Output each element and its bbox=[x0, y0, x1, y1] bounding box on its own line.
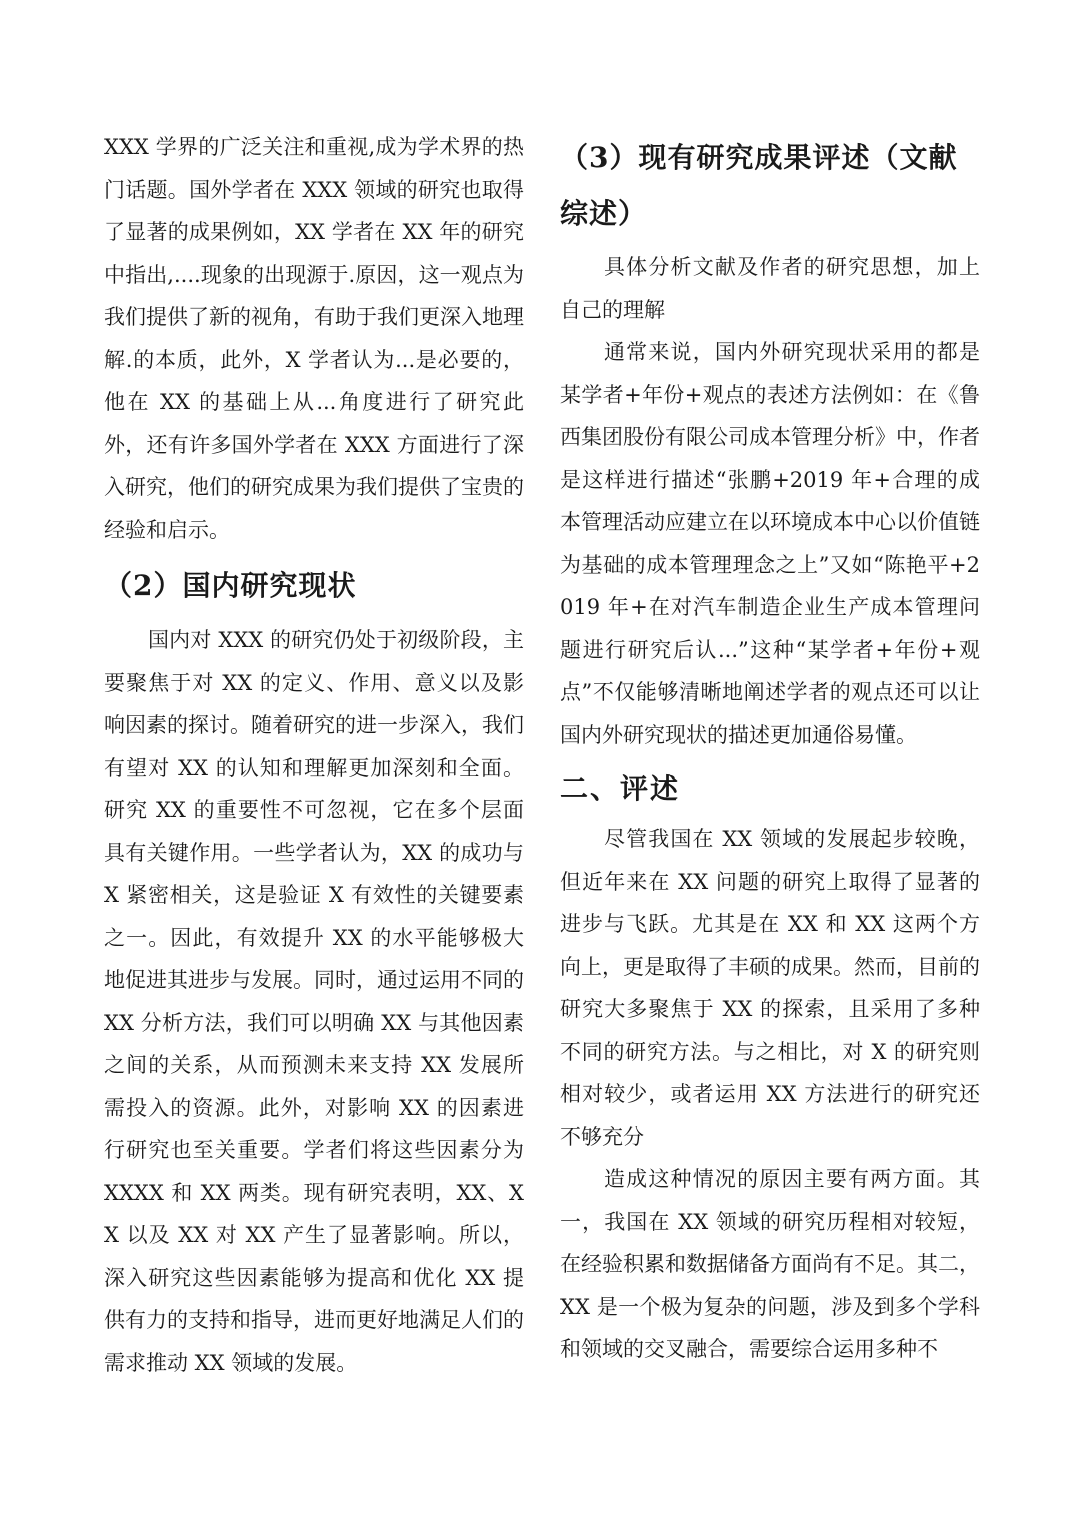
review-paragraph-2: 造成这种情况的原因主要有两方面。其一，我国在 XX 领域的研究历程相对较短，在经验积累和数据储备方面尚有不足。其二，XX 是一个极为复杂的问题，涉及到多个学科和领域的交叉融合，需要综合运用多种不 bbox=[560, 1167, 980, 1361]
method-paragraph: 通常来说，国内外研究现状采用的都是某学者+年份+观点的表述方法例如：在《鲁西集团股份有限公司成本管理分析》中，作者是这样进行描述“张鹏+2019 年+合理的成本管理活动应建立在以环境成本中心以价值链为基础的成本管理理念之上”又如“陈艳平+2019 年+在对汽车制造企业生产成本管理问题进行研究后认...”这种“某学者+年份+观点”不仅能够清晰地阐述学者的观点还可以让国内外研究现状的描述更加通俗易懂。 bbox=[560, 340, 980, 747]
right-column bbox=[560, 130, 980, 1371]
review-paragraph-1: 尽管我国在 XX 领域的发展起步较晚，但近年来在 XX 问题的研究上取得了显著的进步与飞跃。尤其是在 XX 和 XX 这两个方向上，更是取得了丰硕的成果。然而，目前的研究大多聚焦于 XX 的探索，且采用了多种不同的研究方法。与之相比，对 X 的研究则相对较少，或者运用 XX 方法进行的研究还不够充分 bbox=[560, 827, 980, 1149]
intro-paragraph: XXX 学界的广泛关注和重视,成为学术界的热门话题。国外学者在 XXX 领域的研究也取得了显著的成果例如，XX 学者在 XX 年的研究中指出,....现象的出现源于.原因，这一观点为我们提供了新的视角，有助于我们更深入地理解.的本质，此外，X 学者认为...是必要的，他在 XX 的基础上从...角度进行了研究此外，还有许多国外学者在 XXX 方面进行了深入研究，他们的研究成果为我们提供了宝贵的经验和启示。 bbox=[104, 135, 524, 542]
heading-existing-review: （3）现有研究成果评述（文献综述） bbox=[560, 141, 958, 230]
heading-review: 二、评述 bbox=[560, 772, 681, 805]
domestic-research-paragraph: 国内对 XXX 的研究仍处于初级阶段，主要聚焦于对 XX 的定义、作用、意义以及影响因素的探讨。随着研究的进一步深入，我们有望对 XX 的认知和理解更加深刻和全面。研究 XX 的重要性不可忽视，它在多个层面具有关键作用。一些学者认为，XX 的成功与 X 紧密相关，这是验证 X 有效性的关键要素之一。因此，有效提升 XX 的水平能够极大地促进其进步与发展。同时，通过运用不同的 XX 分析方法，我们可以明确 XX 与其他因素之间的关系，从而预测未来支持 XX 发展所需投入的资源。此外，对影响 XX 的因素进行研究也至关重要。学者们将这些因素分为 XXXX 和 XX 两类。现有研究表明，XX、XX 以及 XX 对 XX 产生了显著影响。所以，深入研究这些因素能够为提高和优化 XX 提供有力的支持和指导，进而更好地满足人们的需求推动 XX 领域的发展。 bbox=[104, 628, 524, 1375]
left-column bbox=[104, 126, 524, 1384]
heading-domestic-research: （2）国内研究现状 bbox=[104, 569, 357, 602]
analysis-paragraph: 具体分析文献及作者的研究思想，加上自己的理解 bbox=[560, 255, 980, 322]
